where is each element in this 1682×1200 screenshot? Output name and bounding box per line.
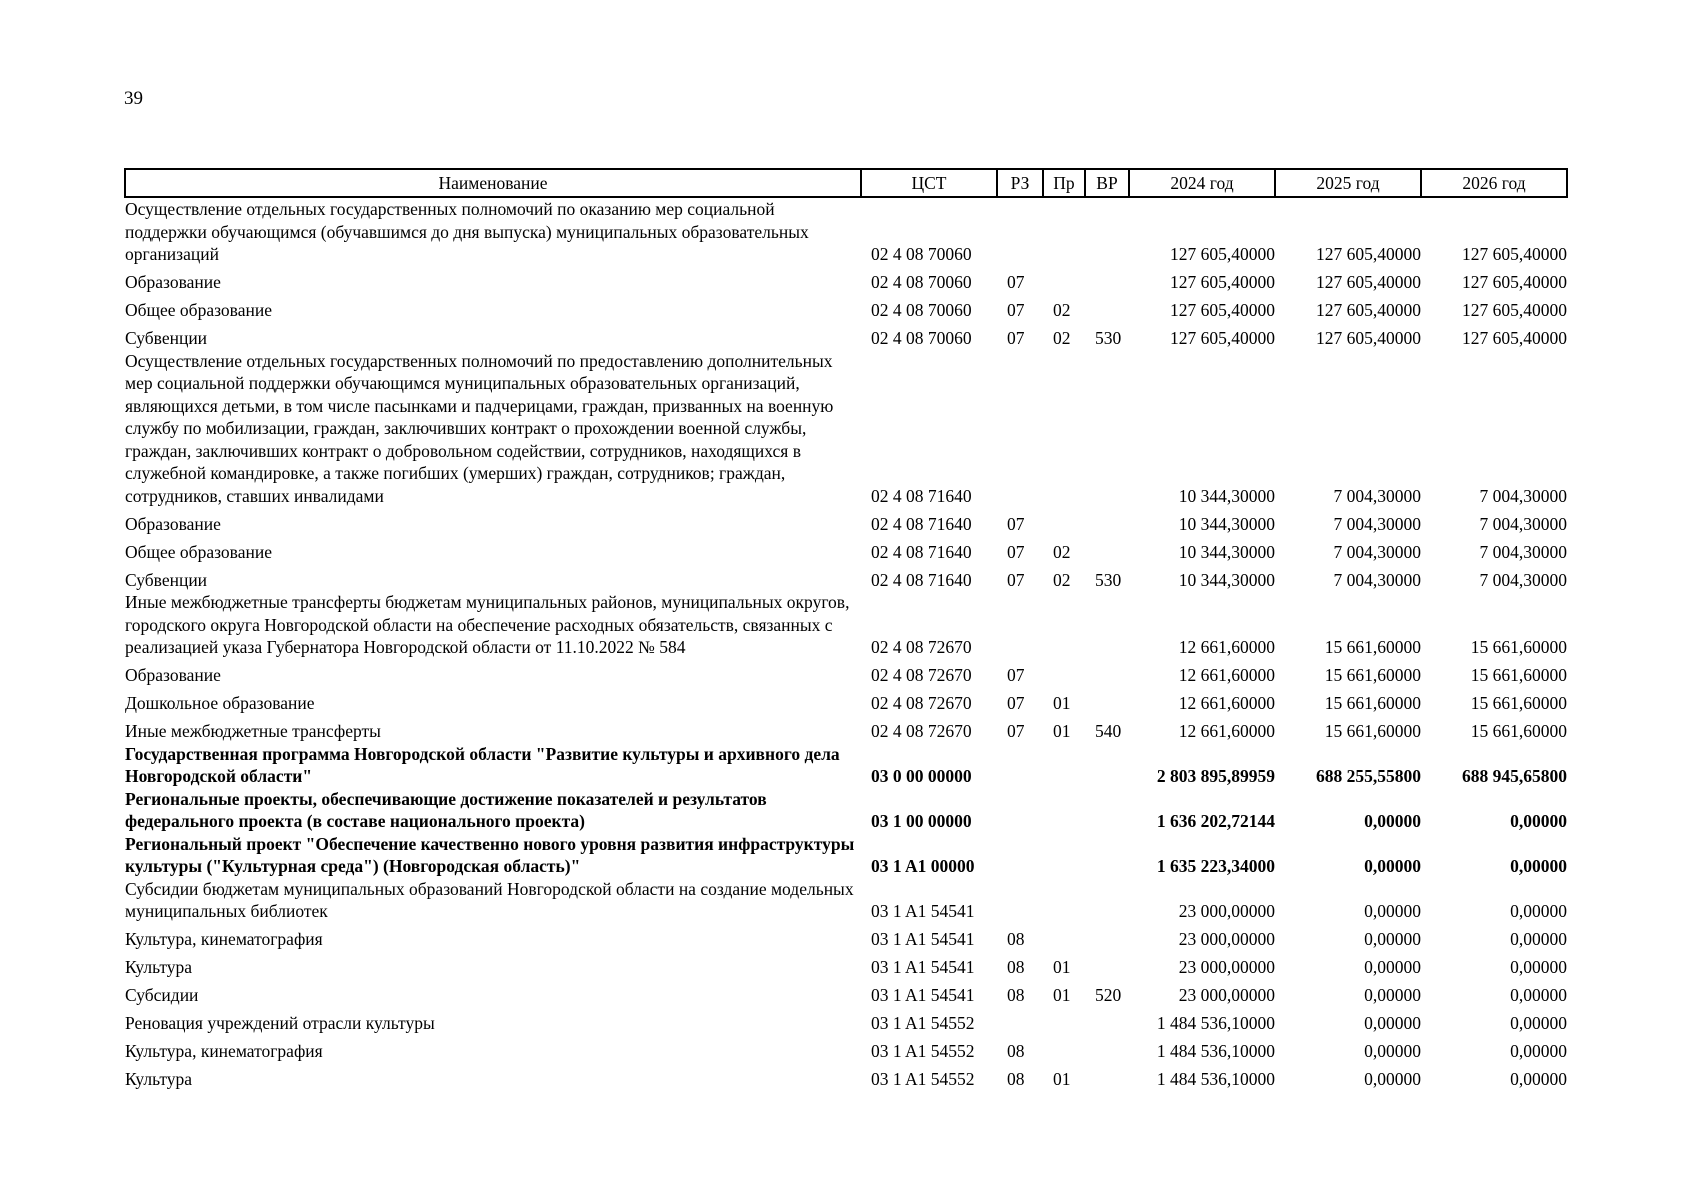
cell-cst: 03 1 A1 00000	[871, 856, 975, 876]
cell-cst: 03 1 A1 54541	[871, 985, 975, 1005]
table-row	[125, 563, 1567, 591]
cell-2025: 127 605,40000	[1316, 300, 1421, 320]
cell-2025: 7 004,30000	[1333, 541, 1421, 562]
cell-rz: 08	[1007, 1041, 1025, 1061]
header-rz: РЗ	[997, 169, 1043, 197]
cell-2025: 0,00000	[1364, 985, 1421, 1005]
cell-rz	[997, 197, 1043, 266]
cell-2025: 0,00000	[1364, 856, 1421, 876]
cell-2024: 10 344,30000	[1178, 485, 1275, 506]
cell-cst: 02 4 08 72670	[871, 637, 972, 657]
cell-name: Общее образование	[125, 541, 272, 562]
cell-rz: 07	[1007, 541, 1025, 562]
cell-2025: 127 605,40000	[1316, 244, 1421, 264]
cell-cst: 03 1 A1 54541	[871, 957, 975, 977]
cell-vr	[1085, 743, 1129, 788]
header-2024: 2024 год	[1129, 169, 1275, 197]
cell-name: Культура	[125, 1069, 193, 1089]
cell-2026: 0,00000	[1510, 957, 1567, 977]
cell-2026: 0,00000	[1510, 985, 1567, 1005]
cell-2025: 15 661,60000	[1324, 721, 1421, 741]
cell-rz	[997, 591, 1043, 659]
cell-2025: 15 661,60000	[1324, 637, 1421, 657]
cell-2026: 7 004,30000	[1479, 541, 1567, 562]
cell-pr	[1043, 1007, 1085, 1035]
cell-vr	[1085, 788, 1129, 833]
cell-name: Осуществление отдельных государственных полномочий по оказанию мер социальной поддержки обучающимся (обучавшимся до дня выпуска) муниципальных образовательных организаций	[125, 199, 809, 264]
cell-cst: 03 1 A1 54541	[871, 901, 975, 921]
cell-cst: 03 1 A1 54552	[871, 1069, 975, 1089]
cell-rz	[997, 878, 1043, 923]
cell-rz: 07	[1007, 693, 1025, 713]
cell-cst: 02 4 08 71640	[871, 485, 972, 506]
cell-rz	[997, 833, 1043, 878]
cell-2024: 1 484 536,10000	[1156, 1041, 1275, 1061]
table-row	[125, 294, 1567, 322]
cell-2025: 0,00000	[1364, 1069, 1421, 1089]
cell-vr	[1085, 507, 1129, 535]
cell-cst: 02 4 08 72670	[871, 665, 972, 685]
cell-rz: 07	[1007, 272, 1025, 292]
cell-rz: 08	[1007, 929, 1025, 949]
cell-2025: 7 004,30000	[1333, 569, 1421, 590]
cell-name: Субсидии бюджетам муниципальных образований Новгородской области на создание модельных муниципальных библиотек	[125, 878, 854, 921]
table-row	[125, 923, 1567, 951]
table-row	[125, 979, 1567, 1007]
cell-name: Субвенции	[125, 569, 208, 590]
cell-pr: 01	[1053, 1069, 1071, 1089]
cell-rz: 07	[1007, 513, 1025, 534]
cell-vr: 530	[1095, 569, 1122, 590]
cell-2024: 1 635 223,34000	[1156, 856, 1275, 876]
cell-2026: 0,00000	[1510, 856, 1567, 876]
cell-cst: 02 4 08 70060	[871, 328, 972, 348]
cell-2024: 127 605,40000	[1170, 300, 1275, 320]
cell-name: Культура, кинематография	[125, 1041, 323, 1061]
cell-rz	[997, 350, 1043, 508]
header-pr: Пр	[1043, 169, 1085, 197]
cell-vr	[1085, 591, 1129, 659]
cell-name: Региональный проект "Обеспечение качественно нового уровня развития инфраструктуры культуры ("Культурная среда") (Новгородская область)"	[125, 833, 855, 876]
table-row	[125, 743, 1567, 788]
cell-pr	[1043, 743, 1085, 788]
table-header-row	[125, 169, 1567, 197]
cell-2026: 0,00000	[1510, 811, 1567, 831]
cell-name: Образование	[125, 665, 221, 685]
cell-2025: 0,00000	[1364, 811, 1421, 831]
cell-cst: 02 4 08 71640	[871, 513, 972, 534]
cell-2024: 1 484 536,10000	[1156, 1013, 1275, 1033]
table-body	[125, 197, 1567, 1091]
table-row	[125, 591, 1567, 659]
cell-2026: 127 605,40000	[1462, 244, 1567, 264]
cell-rz	[997, 1007, 1043, 1035]
cell-2024: 12 661,60000	[1178, 665, 1275, 685]
header-cst: ЦСТ	[861, 169, 997, 197]
cell-2026: 127 605,40000	[1462, 272, 1567, 292]
page-number: 39	[124, 88, 143, 109]
table-row	[125, 1007, 1567, 1035]
cell-vr	[1085, 951, 1129, 979]
cell-cst: 02 4 08 70060	[871, 244, 972, 264]
cell-2026: 7 004,30000	[1479, 569, 1567, 590]
table-row	[125, 687, 1567, 715]
cell-cst: 02 4 08 70060	[871, 300, 972, 320]
table-row	[125, 322, 1567, 350]
cell-cst: 02 4 08 71640	[871, 541, 972, 562]
cell-name: Региональные проекты, обеспечивающие достижение показателей и результатов федерального проекта (в составе национального проекта)	[125, 788, 767, 831]
cell-2025: 0,00000	[1364, 957, 1421, 977]
cell-rz	[997, 743, 1043, 788]
cell-2026: 127 605,40000	[1462, 300, 1567, 320]
cell-2026: 15 661,60000	[1470, 721, 1567, 741]
cell-vr	[1085, 535, 1129, 563]
cell-2026: 7 004,30000	[1479, 513, 1567, 534]
cell-2025: 0,00000	[1364, 929, 1421, 949]
cell-pr	[1043, 350, 1085, 508]
cell-2024: 23 000,00000	[1178, 929, 1275, 949]
table-row	[125, 715, 1567, 743]
table-row	[125, 350, 1567, 508]
table-row	[125, 535, 1567, 563]
cell-2026: 7 004,30000	[1479, 485, 1567, 506]
header-name: Наименование	[125, 169, 861, 197]
table-row	[125, 833, 1567, 878]
cell-cst: 03 1 A1 54541	[871, 929, 975, 949]
cell-name: Субвенции	[125, 328, 208, 348]
cell-pr	[1043, 878, 1085, 923]
cell-rz: 07	[1007, 328, 1025, 348]
cell-name: Культура	[125, 957, 193, 977]
cell-2025: 0,00000	[1364, 1013, 1421, 1033]
cell-2024: 23 000,00000	[1178, 985, 1275, 1005]
cell-pr	[1043, 197, 1085, 266]
cell-2025: 15 661,60000	[1324, 693, 1421, 713]
cell-name: Культура, кинематография	[125, 929, 323, 949]
cell-2024: 12 661,60000	[1178, 637, 1275, 657]
table-row	[125, 1035, 1567, 1063]
cell-2026: 688 945,65800	[1462, 766, 1567, 786]
cell-rz: 08	[1007, 957, 1025, 977]
cell-vr	[1085, 1007, 1129, 1035]
cell-2024: 23 000,00000	[1178, 957, 1275, 977]
cell-2025: 7 004,30000	[1333, 513, 1421, 534]
table-row	[125, 1063, 1567, 1091]
cell-name: Иные межбюджетные трансферты	[125, 721, 381, 741]
cell-2025: 15 661,60000	[1324, 665, 1421, 685]
cell-cst: 02 4 08 71640	[871, 569, 972, 590]
cell-cst: 02 4 08 70060	[871, 272, 972, 292]
cell-vr	[1085, 197, 1129, 266]
cell-name: Реновация учреждений отрасли культуры	[125, 1013, 435, 1033]
cell-2026: 0,00000	[1510, 1069, 1567, 1089]
cell-2026: 0,00000	[1510, 929, 1567, 949]
cell-rz: 07	[1007, 665, 1025, 685]
cell-vr: 520	[1095, 985, 1122, 1005]
cell-name: Иные межбюджетные трансферты бюджетам муниципальных районов, муниципальных округов, городского округа Новгородской области на обеспечение расходных обязательств, связанных с реализацией указа Губернатора Новгородской области от 11.10.2022 № 584	[125, 592, 850, 657]
cell-vr	[1085, 1063, 1129, 1091]
cell-2024: 10 344,30000	[1178, 513, 1275, 534]
cell-name: Осуществление отдельных государственных полномочий по предоставлению дополнительных мер социальной поддержки обучающимся муниципальных образовательных организаций, являющихся детьми, в том числе пасынками и падчерицами, граждан, призванных на военную службу по мобилизации, граждан, заключивших контракт о прохождении военной службы, граждан, заключивших контракт о добровольном содействии, сотрудников, находящихся в служебной командировке, а также погибших (умерших) граждан, сотрудников; граждан, сотрудников, ставших инвалидами	[125, 350, 834, 506]
cell-2024: 1 636 202,72144	[1156, 811, 1275, 831]
cell-2024: 10 344,30000	[1178, 569, 1275, 590]
cell-vr	[1085, 350, 1129, 508]
cell-name: Образование	[125, 272, 221, 292]
cell-pr: 01	[1053, 985, 1071, 1005]
table-row	[125, 659, 1567, 687]
cell-2026: 15 661,60000	[1470, 665, 1567, 685]
cell-2025: 127 605,40000	[1316, 328, 1421, 348]
cell-pr: 02	[1053, 328, 1071, 348]
cell-2026: 15 661,60000	[1470, 637, 1567, 657]
cell-pr: 01	[1053, 693, 1071, 713]
cell-name: Образование	[125, 513, 221, 534]
cell-pr	[1043, 1035, 1085, 1063]
cell-pr	[1043, 833, 1085, 878]
cell-2025: 688 255,55800	[1316, 766, 1421, 786]
cell-pr	[1043, 923, 1085, 951]
cell-pr	[1043, 788, 1085, 833]
cell-vr	[1085, 659, 1129, 687]
cell-pr: 02	[1053, 569, 1071, 590]
cell-2026: 0,00000	[1510, 901, 1567, 921]
cell-vr: 540	[1095, 721, 1122, 741]
table-row	[125, 951, 1567, 979]
cell-pr	[1043, 266, 1085, 294]
cell-name: Дошкольное образование	[125, 693, 315, 713]
header-vr: ВР	[1085, 169, 1129, 197]
table-row	[125, 788, 1567, 833]
cell-2026: 0,00000	[1510, 1041, 1567, 1061]
cell-pr: 01	[1053, 721, 1071, 741]
cell-cst: 03 1 A1 54552	[871, 1041, 975, 1061]
cell-2024: 1 484 536,10000	[1156, 1069, 1275, 1089]
cell-name: Субсидии	[125, 985, 199, 1005]
cell-vr	[1085, 878, 1129, 923]
table-row	[125, 266, 1567, 294]
header-2026: 2026 год	[1421, 169, 1567, 197]
header-2025: 2025 год	[1275, 169, 1421, 197]
cell-pr: 02	[1053, 300, 1071, 320]
cell-pr: 02	[1053, 541, 1071, 562]
table-row	[125, 507, 1567, 535]
cell-vr	[1085, 294, 1129, 322]
cell-rz: 08	[1007, 985, 1025, 1005]
cell-2024: 2 803 895,89959	[1156, 766, 1275, 786]
cell-rz: 07	[1007, 569, 1025, 590]
cell-vr	[1085, 687, 1129, 715]
table-row	[125, 197, 1567, 266]
cell-name: Государственная программа Новгородской области "Развитие культуры и архивного дела Новгородской области"	[125, 743, 840, 786]
cell-2024: 10 344,30000	[1178, 541, 1275, 562]
cell-2026: 15 661,60000	[1470, 693, 1567, 713]
cell-pr	[1043, 507, 1085, 535]
cell-vr	[1085, 1035, 1129, 1063]
cell-vr	[1085, 923, 1129, 951]
cell-cst: 02 4 08 72670	[871, 721, 972, 741]
cell-vr: 530	[1095, 328, 1122, 348]
cell-rz: 07	[1007, 300, 1025, 320]
cell-rz	[997, 788, 1043, 833]
cell-vr	[1085, 833, 1129, 878]
cell-pr: 01	[1053, 957, 1071, 977]
cell-2025: 0,00000	[1364, 901, 1421, 921]
cell-2024: 127 605,40000	[1170, 328, 1275, 348]
cell-cst: 02 4 08 72670	[871, 693, 972, 713]
cell-2025: 127 605,40000	[1316, 272, 1421, 292]
cell-2024: 23 000,00000	[1178, 901, 1275, 921]
cell-2026: 127 605,40000	[1462, 328, 1567, 348]
budget-table	[124, 168, 1568, 1091]
cell-pr	[1043, 659, 1085, 687]
cell-2026: 0,00000	[1510, 1013, 1567, 1033]
cell-rz: 08	[1007, 1069, 1025, 1089]
cell-2025: 7 004,30000	[1333, 485, 1421, 506]
cell-cst: 03 1 00 00000	[871, 811, 972, 831]
cell-2024: 127 605,40000	[1170, 272, 1275, 292]
cell-2025: 0,00000	[1364, 1041, 1421, 1061]
cell-cst: 03 0 00 00000	[871, 766, 972, 786]
table-row	[125, 878, 1567, 923]
cell-2024: 12 661,60000	[1178, 721, 1275, 741]
cell-cst: 03 1 A1 54552	[871, 1013, 975, 1033]
cell-pr	[1043, 591, 1085, 659]
cell-vr	[1085, 266, 1129, 294]
cell-rz: 07	[1007, 721, 1025, 741]
cell-2024: 127 605,40000	[1170, 244, 1275, 264]
cell-2024: 12 661,60000	[1178, 693, 1275, 713]
cell-name: Общее образование	[125, 300, 272, 320]
